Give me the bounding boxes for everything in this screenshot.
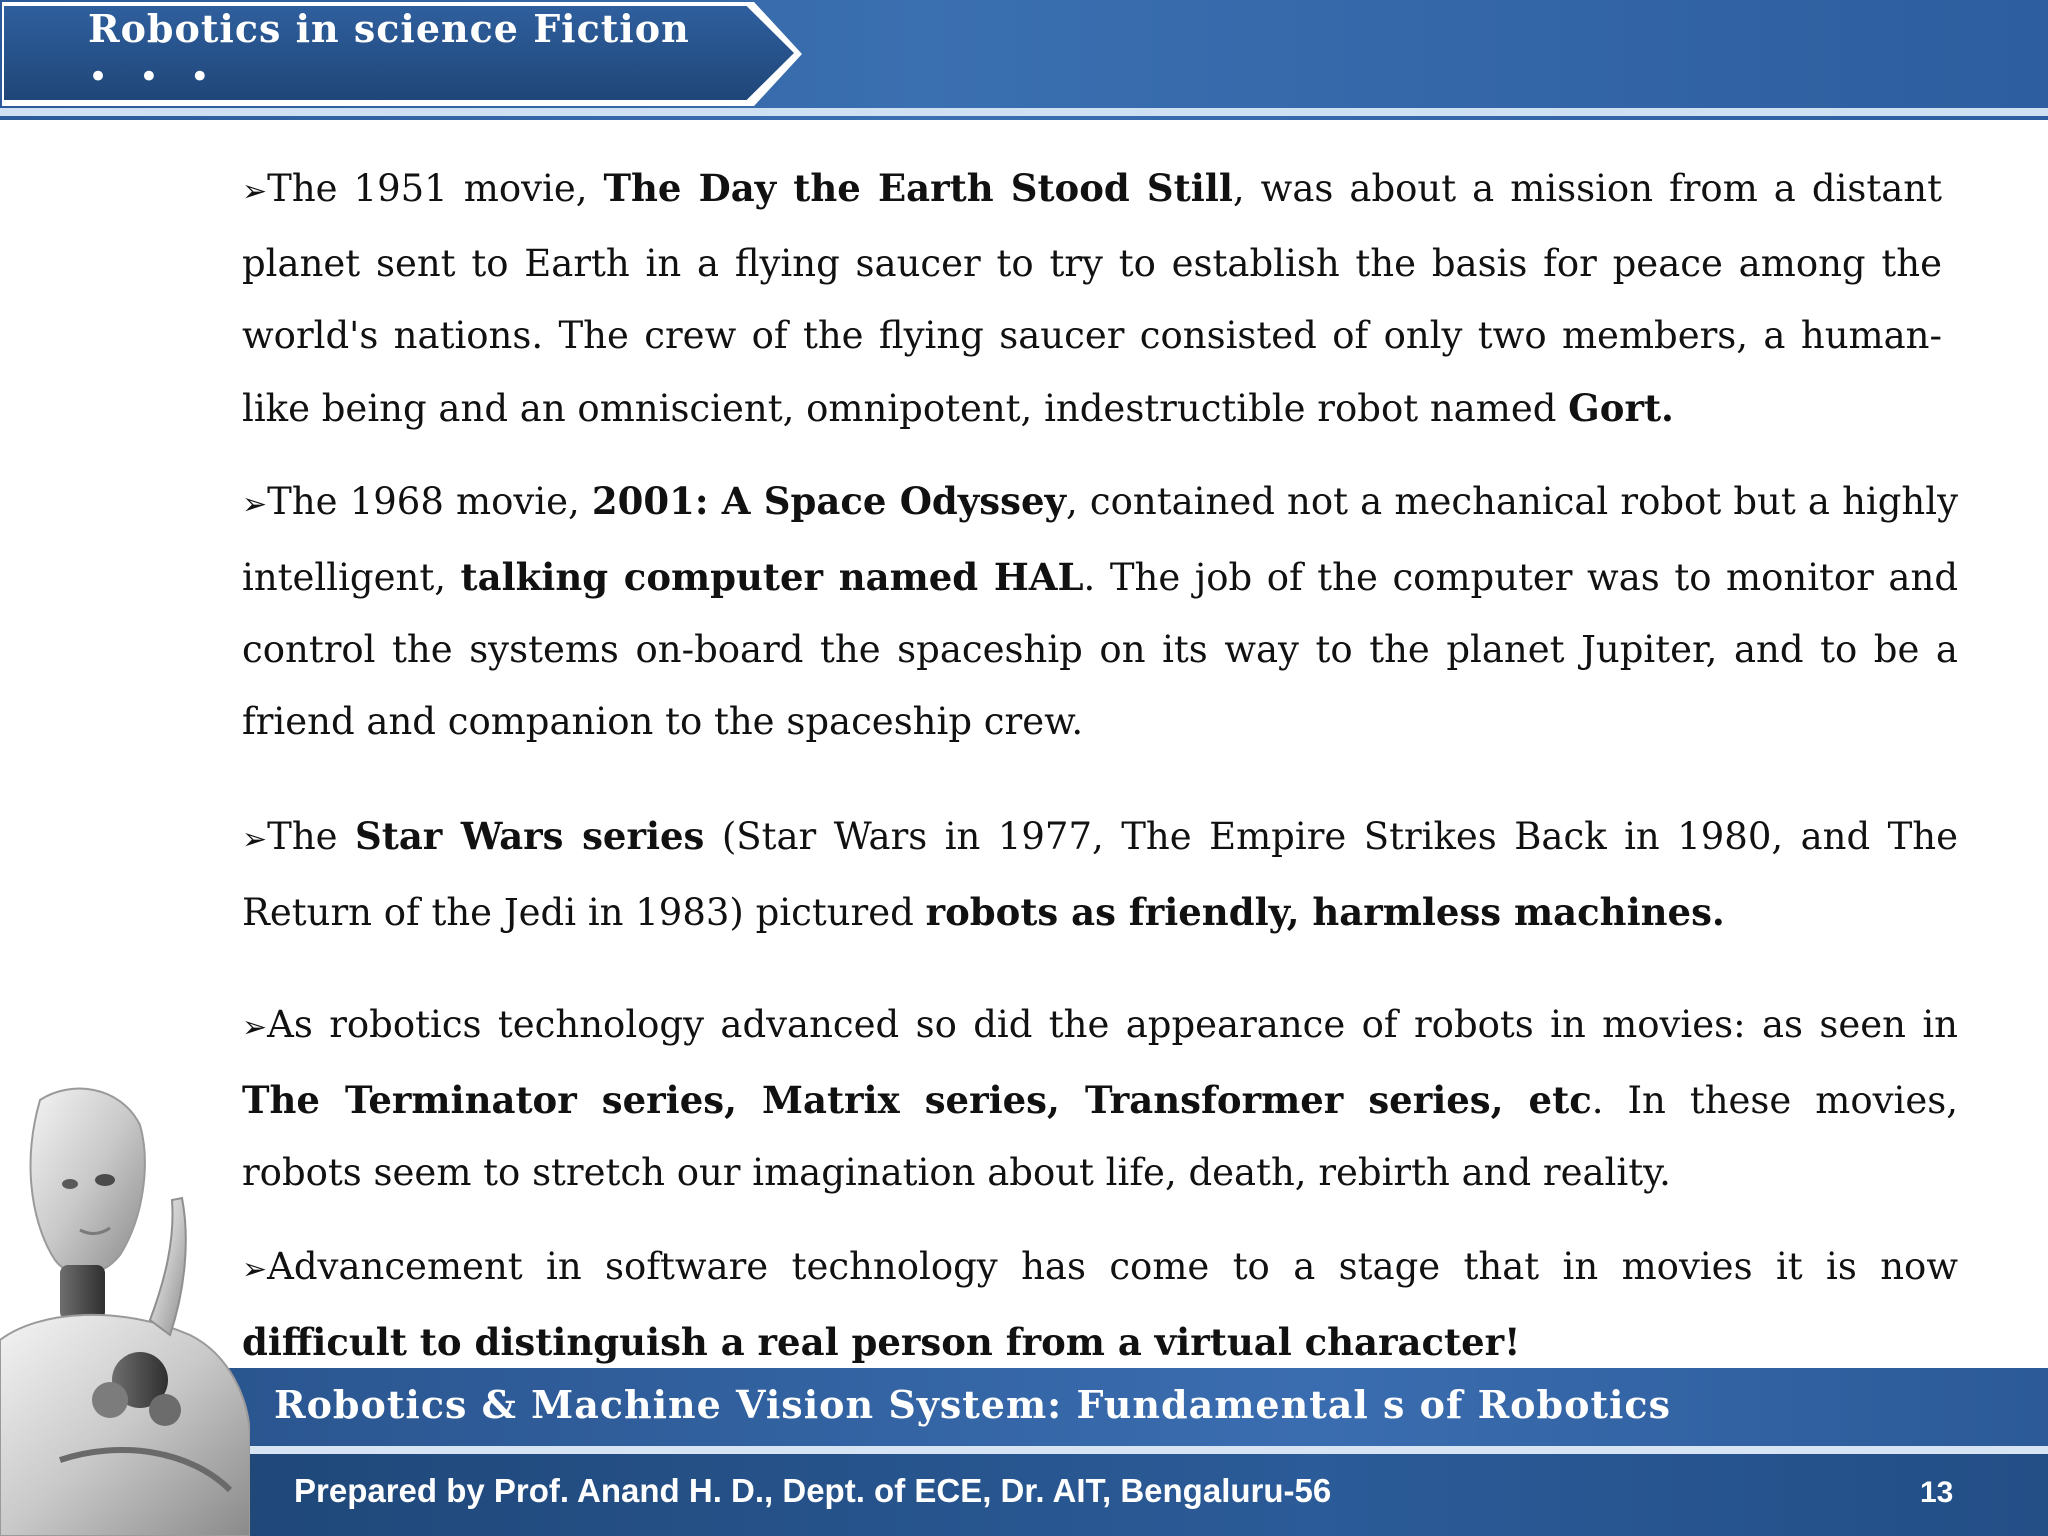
paragraph-day-earth-stood-still: ➢The 1951 movie, The Day the Earth Stood Still, was about a mission from a distant planet sent to Earth in a flying saucer to try to establish the basis for peace among the world's nations. The crew of the flying saucer consisted of only two members, a human-like being and an omniscient, omnipotent, indestructible robot named Gort. (242, 166, 1943, 430)
page-number: 13 (1920, 1476, 1954, 1509)
arrow-bullet-icon: ➢ (242, 1252, 268, 1287)
arrow-bullet-icon: ➢ (242, 174, 268, 209)
paragraph-space-odyssey: ➢The 1968 movie, 2001: A Space Odyssey, contained not a mechanical robot but a highly intelligent, talking computer named HAL. The job of the computer was to monitor and control the systems on-board the spaceship on its way to the planet Jupiter, and to be a friend and companion to the spaceship crew. (242, 479, 1959, 743)
title-dots: • • • (88, 57, 220, 97)
footer-separator (210, 1446, 2048, 1454)
arrow-bullet-icon: ➢ (242, 822, 268, 857)
paragraph-software-technology: ➢Advancement in software technology has come to a stage that in movies it is now difficult to distinguish a real person from a virtual character! (242, 1245, 1958, 1364)
arrow-bullet-icon: ➢ (242, 1010, 268, 1045)
header-underline (0, 108, 2048, 116)
slide-title: Robotics in science Fiction (88, 6, 690, 51)
paragraph-terminator-matrix: ➢As robotics technology advanced so did the appearance of robots in movies: as seen in The Terminator series, Matrix series, Transformer series, etc. In these movies, robots seem to stretch our imagination about life, death, rebirth and reality. (242, 1003, 1958, 1194)
footer-credit: Prepared by Prof. Anand H. D., Dept. of ECE, Dr. AIT, Bengaluru-56 (294, 1472, 1332, 1509)
arrow-bullet-icon: ➢ (242, 487, 268, 522)
robot-illustration (0, 1080, 250, 1536)
footer-course-title: Robotics & Machine Vision System: Fundamental s of Robotics (274, 1382, 1671, 1427)
paragraph-star-wars: ➢The Star Wars series (Star Wars in 1977, The Empire Strikes Back in 1980, and The Return of the Jedi in 1983) pictured robots as friendly, harmless machines. (242, 814, 1959, 934)
slide-body (242, 152, 1958, 1379)
